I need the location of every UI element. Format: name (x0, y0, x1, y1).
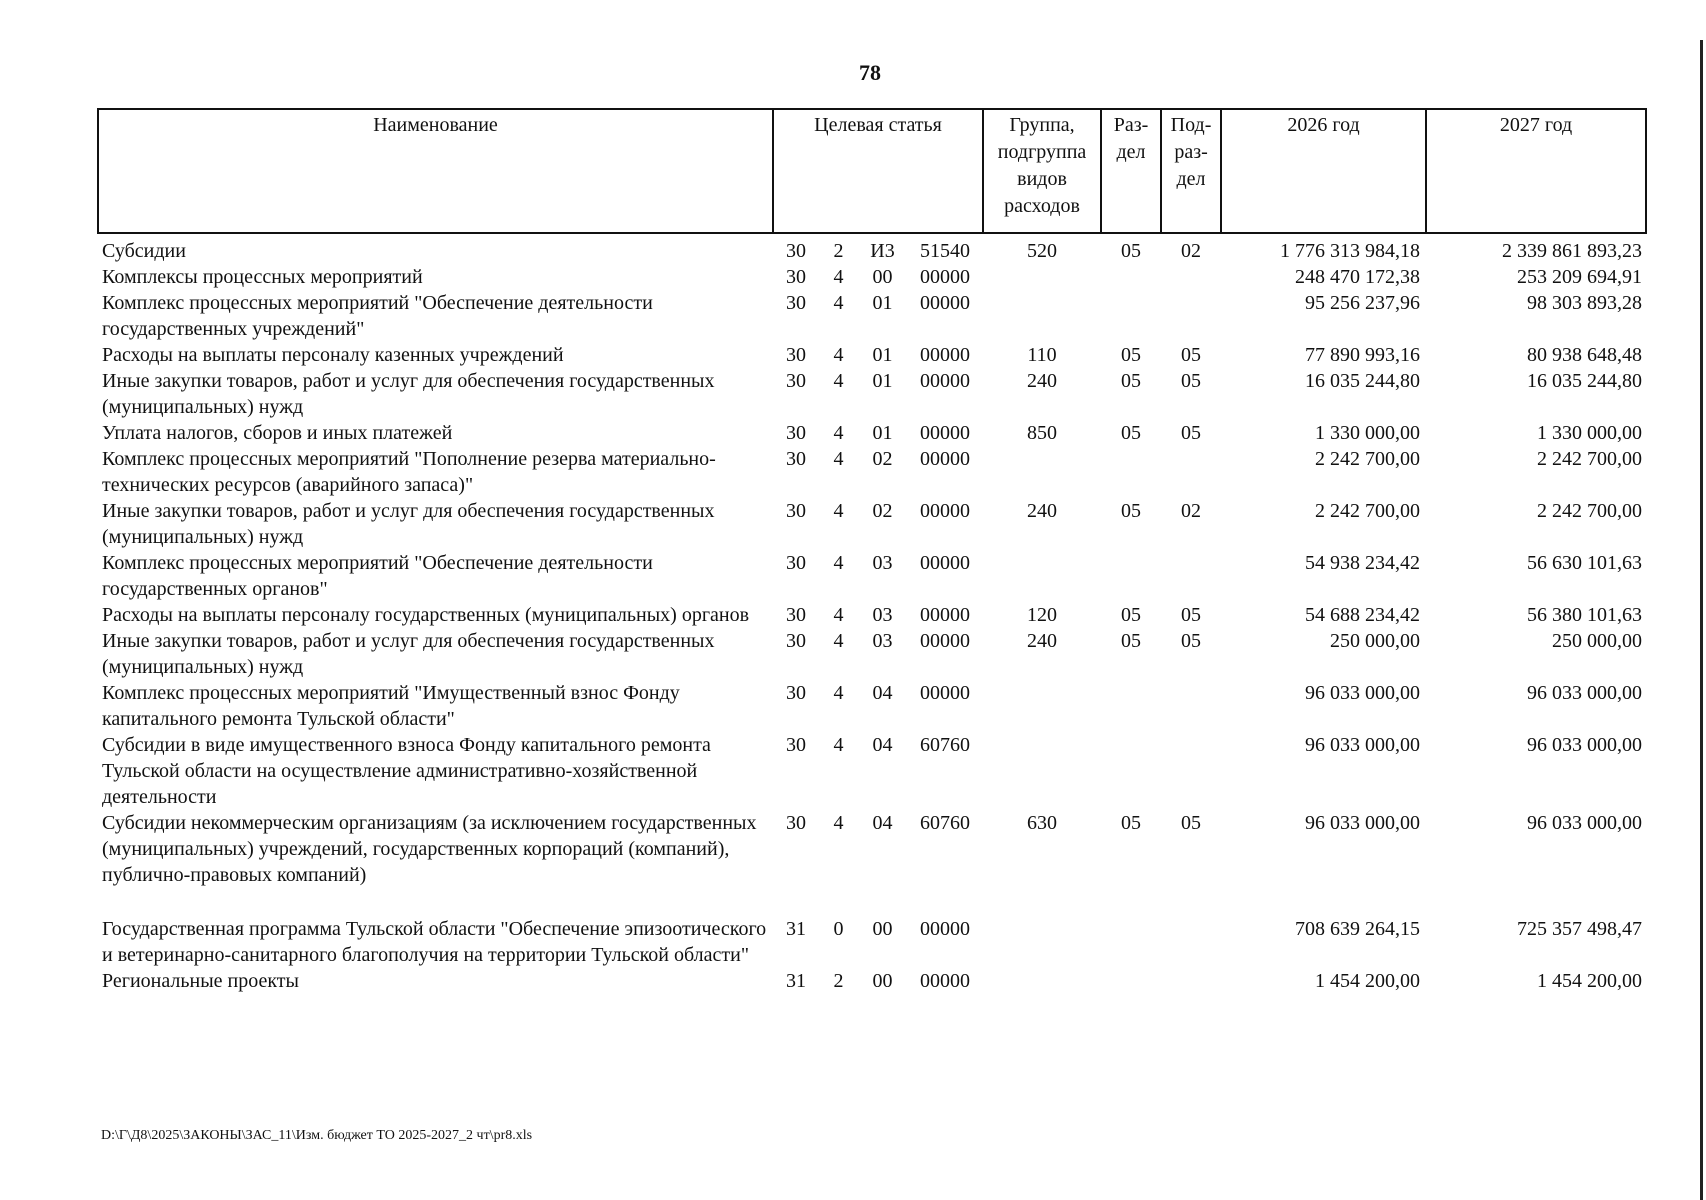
amount-2027: 2 242 700,00 (1537, 500, 1643, 522)
table-row (98, 446, 1646, 498)
amount-2027: 1 330 000,00 (1537, 422, 1643, 444)
target-code-type: 4 (833, 266, 844, 288)
amount-2026: 2 242 700,00 (1315, 500, 1421, 522)
amount-2027: 725 357 498,47 (1517, 918, 1643, 940)
target-code-structure: 00 (872, 970, 893, 992)
table-row (98, 732, 1646, 810)
subsection: 02 (1181, 500, 1202, 522)
target-code-type: 4 (833, 734, 844, 756)
amount-2026: 1 776 313 984,18 (1280, 240, 1421, 262)
expense-group: 240 (1027, 370, 1058, 392)
target-code-structure: И3 (870, 240, 895, 262)
target-code-program: 30 (786, 422, 806, 444)
table-row (98, 916, 1646, 968)
target-code-program: 30 (786, 552, 806, 574)
amount-2027: 56 380 101,63 (1527, 604, 1643, 626)
target-code-direction: 00000 (920, 266, 971, 288)
header-subsection: Под-раз-дел (1161, 109, 1221, 233)
expense-group (983, 290, 1101, 342)
row-name: Комплекс процессных мероприятий "Обеспечение деятельности государственных учреждений" (102, 292, 653, 340)
row-name: Расходы на выплаты персоналу государственных (муниципальных) органов (102, 604, 750, 626)
target-code-structure: 02 (872, 448, 893, 470)
section (1101, 446, 1161, 498)
table-row (98, 420, 1646, 446)
target-code-type: 4 (833, 500, 844, 522)
subsection (1161, 264, 1221, 290)
target-code-type: 4 (833, 448, 844, 470)
amount-2026: 96 033 000,00 (1305, 734, 1421, 756)
target-code-structure: 04 (872, 734, 893, 756)
amount-2026: 1 454 200,00 (1315, 970, 1421, 992)
table-row (98, 550, 1646, 602)
expense-group: 630 (1027, 812, 1058, 834)
amount-2026: 2 242 700,00 (1315, 448, 1421, 470)
target-code-type: 4 (833, 604, 844, 626)
amount-2027: 253 209 694,91 (1517, 266, 1643, 288)
row-name: Комплексы процессных мероприятий (102, 266, 423, 288)
table-row (98, 498, 1646, 550)
subsection (1161, 550, 1221, 602)
section (1101, 264, 1161, 290)
target-code-program: 30 (786, 500, 806, 522)
section (1101, 968, 1161, 994)
expense-group (983, 550, 1101, 602)
header-expense-group: Группа, подгруппа видов расходов (983, 109, 1101, 233)
target-code-direction: 00000 (920, 630, 971, 652)
target-code-program: 30 (786, 344, 806, 366)
amount-2026: 248 470 172,38 (1295, 266, 1421, 288)
amount-2026: 1 330 000,00 (1315, 422, 1421, 444)
amount-2026: 16 035 244,80 (1305, 370, 1421, 392)
table-header-row (98, 109, 1646, 233)
section (1101, 550, 1161, 602)
spacer-row (98, 888, 1646, 916)
target-code-direction: 00000 (920, 422, 971, 444)
expense-group: 240 (1027, 630, 1058, 652)
header-2026: 2026 год (1221, 109, 1426, 233)
section (1101, 680, 1161, 732)
target-code-direction: 60760 (920, 812, 971, 834)
expense-group (983, 968, 1101, 994)
row-name: Иные закупки товаров, работ и услуг для обеспечения государственных (муниципальных) нужд (102, 370, 715, 418)
target-code-type: 4 (833, 292, 844, 314)
subsection (1161, 732, 1221, 810)
target-code-type: 0 (833, 918, 844, 940)
expense-group (983, 264, 1101, 290)
table-row (98, 602, 1646, 628)
target-code-type: 2 (833, 240, 844, 262)
section: 05 (1121, 422, 1142, 444)
subsection: 05 (1181, 344, 1202, 366)
row-name: Иные закупки товаров, работ и услуг для обеспечения государственных (муниципальных) нужд (102, 500, 715, 548)
target-code-program: 30 (786, 682, 806, 704)
target-code-program: 30 (786, 292, 806, 314)
expense-group: 520 (1027, 240, 1058, 262)
page-number: 78 (859, 60, 881, 85)
section: 05 (1121, 240, 1142, 262)
target-code-structure: 03 (872, 604, 893, 626)
table-row (98, 368, 1646, 420)
target-code-structure: 02 (872, 500, 893, 522)
amount-2027: 56 630 101,63 (1527, 552, 1643, 574)
target-code-type: 4 (833, 552, 844, 574)
target-code-structure: 01 (872, 292, 893, 314)
page-edge-line (1700, 40, 1703, 1200)
subsection: 05 (1181, 370, 1202, 392)
target-code-direction: 00000 (920, 292, 971, 314)
target-code-type: 4 (833, 370, 844, 392)
row-name: Государственная программа Тульской области "Обеспечение эпизоотического и ветеринарно-санитарного благополучия на территории Тульской области" (102, 918, 767, 966)
subsection (1161, 916, 1221, 968)
target-code-direction: 00000 (920, 500, 971, 522)
amount-2027: 2 242 700,00 (1537, 448, 1643, 470)
row-name: Комплекс процессных мероприятий "Пополнение резерва материально-технических ресурсов (аварийного запаса)" (102, 448, 716, 496)
target-code-program: 30 (786, 630, 806, 652)
file-path-footer: D:\Г\Д8\2025\ЗАКОНЫ\ЗАС_11\Изм. бюджет ТО 2025-2027_2 чт\pr8.xls (101, 1128, 533, 1143)
target-code-type: 4 (833, 630, 844, 652)
target-code-structure: 00 (872, 266, 893, 288)
target-code-structure: 04 (872, 682, 893, 704)
subsection (1161, 446, 1221, 498)
table-row (98, 810, 1646, 888)
subsection (1161, 968, 1221, 994)
row-name: Комплекс процессных мероприятий "Имущественный взнос Фонду капитального ремонта Тульской области" (102, 682, 680, 730)
table-row (98, 233, 1646, 264)
target-code-program: 30 (786, 448, 806, 470)
amount-2026: 96 033 000,00 (1305, 682, 1421, 704)
target-code-direction: 00000 (920, 344, 971, 366)
table-row (98, 680, 1646, 732)
amount-2026: 250 000,00 (1330, 630, 1421, 652)
target-code-structure: 04 (872, 812, 893, 834)
header-2027: 2027 год (1426, 109, 1646, 233)
subsection: 02 (1181, 240, 1202, 262)
section: 05 (1121, 370, 1142, 392)
target-code-direction: 00000 (920, 918, 971, 940)
row-name: Иные закупки товаров, работ и услуг для обеспечения государственных (муниципальных) нужд (102, 630, 715, 678)
amount-2027: 96 033 000,00 (1527, 812, 1643, 834)
amount-2027: 1 454 200,00 (1537, 970, 1643, 992)
row-name: Субсидии (102, 240, 186, 262)
expense-group (983, 680, 1101, 732)
target-code-direction: 00000 (920, 682, 971, 704)
target-code-direction: 00000 (920, 552, 971, 574)
target-code-type: 4 (833, 344, 844, 366)
section: 05 (1121, 344, 1142, 366)
target-code-program: 30 (786, 240, 806, 262)
header-target-article: Целевая статья (773, 109, 983, 233)
target-code-structure: 03 (872, 552, 893, 574)
row-name: Расходы на выплаты персоналу казенных учреждений (102, 344, 564, 366)
section (1101, 916, 1161, 968)
table-row (98, 290, 1646, 342)
target-code-program: 30 (786, 734, 806, 756)
subsection: 05 (1181, 604, 1202, 626)
amount-2026: 95 256 237,96 (1305, 292, 1421, 314)
expense-group: 240 (1027, 500, 1058, 522)
subsection (1161, 290, 1221, 342)
budget-table (97, 108, 1647, 994)
target-code-structure: 00 (872, 918, 893, 940)
target-code-structure: 03 (872, 630, 893, 652)
target-code-program: 30 (786, 604, 806, 626)
expense-group (983, 446, 1101, 498)
table-row (98, 264, 1646, 290)
amount-2027: 2 339 861 893,23 (1502, 240, 1643, 262)
row-name: Комплекс процессных мероприятий "Обеспечение деятельности государственных органов" (102, 552, 653, 600)
section: 05 (1121, 604, 1142, 626)
section (1101, 290, 1161, 342)
amount-2027: 96 033 000,00 (1527, 682, 1643, 704)
amount-2026: 708 639 264,15 (1295, 918, 1421, 940)
expense-group (983, 916, 1101, 968)
target-code-structure: 01 (872, 422, 893, 444)
section: 05 (1121, 500, 1142, 522)
table-row (98, 628, 1646, 680)
target-code-structure: 01 (872, 370, 893, 392)
target-code-structure: 01 (872, 344, 893, 366)
table-body (98, 233, 1646, 994)
subsection: 05 (1181, 630, 1202, 652)
amount-2027: 98 303 893,28 (1527, 292, 1643, 314)
amount-2026: 77 890 993,16 (1305, 344, 1421, 366)
subsection: 05 (1181, 422, 1202, 444)
target-code-direction: 00000 (920, 448, 971, 470)
amount-2027: 96 033 000,00 (1527, 734, 1643, 756)
target-code-program: 30 (786, 266, 806, 288)
target-code-direction: 00000 (920, 604, 971, 626)
row-name: Уплата налогов, сборов и иных платежей (102, 422, 453, 444)
expense-group: 120 (1027, 604, 1058, 626)
header-name: Наименование (98, 109, 773, 233)
row-name: Субсидии некоммерческим организациям (за исключением государственных (муниципальных) учреждений, государственных корпораций (компаний), публично-правовых компаний) (102, 812, 757, 886)
expense-group: 850 (1027, 422, 1058, 444)
row-name: Субсидии в виде имущественного взноса Фонду капитального ремонта Тульской области на осуществление административно-хозяйственной деятельности (102, 734, 711, 808)
target-code-program: 31 (786, 970, 806, 992)
amount-2027: 16 035 244,80 (1527, 370, 1643, 392)
section: 05 (1121, 630, 1142, 652)
target-code-program: 31 (786, 918, 806, 940)
table-row (98, 968, 1646, 994)
amount-2027: 250 000,00 (1552, 630, 1643, 652)
target-code-direction: 00000 (920, 970, 971, 992)
section (1101, 732, 1161, 810)
expense-group (983, 732, 1101, 810)
table-row (98, 342, 1646, 368)
target-code-direction: 00000 (920, 370, 971, 392)
amount-2026: 54 688 234,42 (1305, 604, 1421, 626)
target-code-program: 30 (786, 812, 806, 834)
target-code-type: 4 (833, 812, 844, 834)
target-code-direction: 51540 (920, 240, 971, 262)
section: 05 (1121, 812, 1142, 834)
expense-group: 110 (1027, 344, 1057, 366)
target-code-type: 4 (833, 422, 844, 444)
header-section: Раз-дел (1101, 109, 1161, 233)
amount-2026: 54 938 234,42 (1305, 552, 1421, 574)
amount-2027: 80 938 648,48 (1527, 344, 1643, 366)
subsection (1161, 680, 1221, 732)
row-name: Региональные проекты (102, 970, 299, 992)
amount-2026: 96 033 000,00 (1305, 812, 1421, 834)
target-code-program: 30 (786, 370, 806, 392)
target-code-direction: 60760 (920, 734, 971, 756)
target-code-type: 4 (833, 682, 844, 704)
target-code-type: 2 (833, 970, 844, 992)
subsection: 05 (1181, 812, 1202, 834)
